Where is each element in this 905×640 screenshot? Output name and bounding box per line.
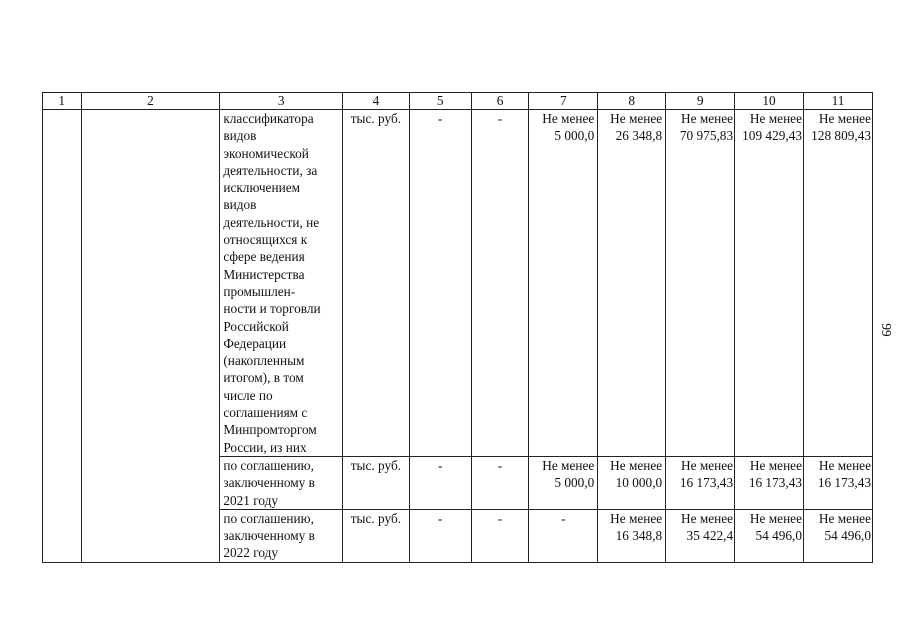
- cell-value: Не менее 26 348,8: [610, 111, 663, 144]
- value-cell: -: [471, 509, 529, 562]
- column-number: 1: [43, 93, 82, 110]
- unit-cell: [342, 110, 409, 457]
- value-cell: Не менее 16 348,8: [598, 509, 666, 562]
- value-cell: Не менее 54 496,0: [735, 509, 804, 562]
- table-row: [43, 110, 873, 457]
- cell-value: Не менее 70 975,83: [679, 111, 734, 144]
- value-cell: [471, 110, 529, 457]
- indicator-description: классификатора видов экономической деятельности, за исключением видов деятельности, не относящихся к сфере ведения Министерства промышлен- ности и торговли Российской Федерации (накопленным итогом), в том числе по соглашениям с Минпромторгом России, из них: [220, 110, 343, 457]
- unit-cell: тыс. руб.: [342, 509, 409, 562]
- value-cell: Не менее 35 422,4: [666, 509, 735, 562]
- value-cell: Не менее 54 496,0: [804, 509, 873, 562]
- value-cell: Не менее 16 173,43: [735, 456, 804, 509]
- value-cell: [409, 110, 471, 457]
- value-cell: Не менее 16 173,43: [666, 456, 735, 509]
- dash-value: -: [497, 111, 503, 126]
- value-cell: Не менее 5 000,0: [529, 456, 598, 509]
- indicator-name-cell: [81, 110, 220, 563]
- value-cell: [804, 110, 873, 457]
- dash-value: -: [438, 111, 443, 126]
- indicator-description: по соглашению, заключенному в 2022 году: [220, 509, 343, 562]
- value-cell: -: [409, 456, 471, 509]
- unit-cell: тыс. руб.: [342, 456, 409, 509]
- value-cell: -: [471, 456, 529, 509]
- value-cell: -: [529, 509, 598, 562]
- value-cell: [666, 110, 735, 457]
- row-number-cell: [43, 110, 82, 563]
- column-number: 8: [598, 93, 666, 110]
- column-number: 3: [220, 93, 343, 110]
- column-number: 2: [81, 93, 220, 110]
- value-cell: Не менее 10 000,0: [598, 456, 666, 509]
- value-cell: [598, 110, 666, 457]
- column-number: 4: [342, 93, 409, 110]
- value-cell: [529, 110, 598, 457]
- indicator-description: по соглашению, заключенному в 2021 году: [220, 456, 343, 509]
- column-number: 10: [735, 93, 804, 110]
- column-number: 11: [804, 93, 873, 110]
- column-number: 5: [409, 93, 471, 110]
- value-cell: [735, 110, 804, 457]
- indicator-table: [42, 92, 873, 563]
- page-number: 99: [879, 323, 894, 337]
- column-number: 7: [529, 93, 598, 110]
- column-number: 9: [666, 93, 735, 110]
- value-cell: Не менее 16 173,43: [804, 456, 873, 509]
- cell-value: Не менее 109 429,43: [742, 111, 802, 144]
- column-number-row: [43, 93, 873, 110]
- cell-value: Не менее 5 000,0: [542, 111, 595, 144]
- unit-label: тыс. руб.: [350, 111, 402, 126]
- cell-value: Не менее 128 809,43: [811, 111, 871, 144]
- column-number: 6: [471, 93, 529, 110]
- value-cell: -: [409, 509, 471, 562]
